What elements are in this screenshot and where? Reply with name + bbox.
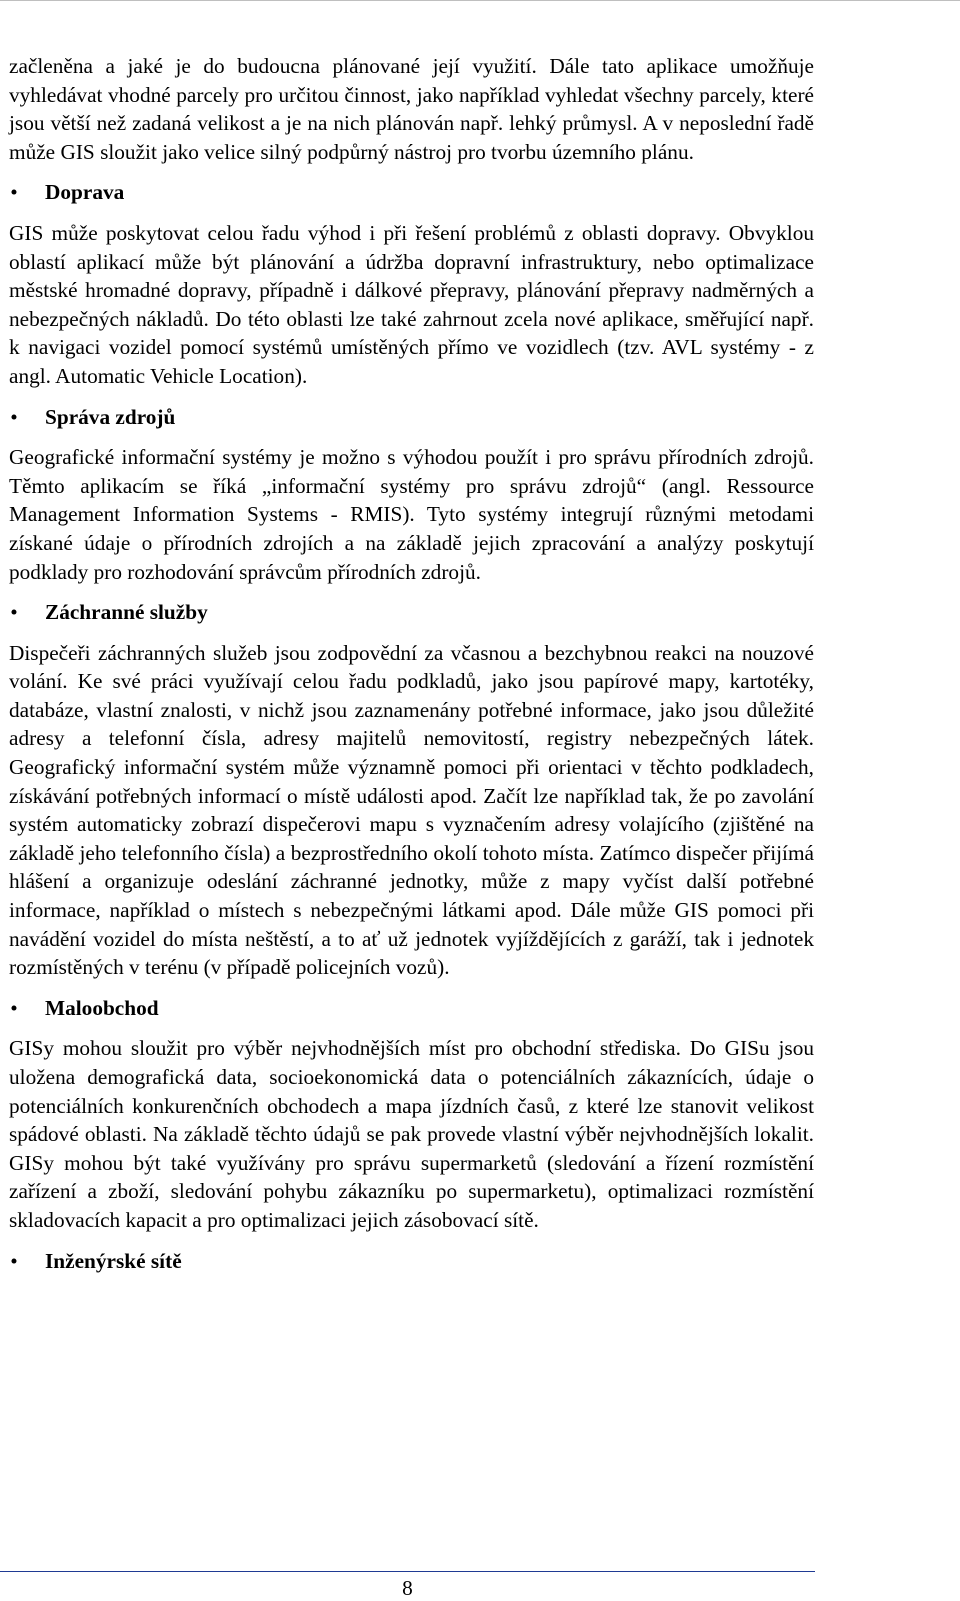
document-page — [9, 52, 814, 1275]
section-paragraph-zachranne-sluzby: Dispečeři záchranných služeb jsou zodpovědní za včasnou a bezchybnou reakci na nouzové volání. Ke své práci využívají celou řadu podkladů, jako jsou papírové mapy, kartotéky, databáze, vlastní znalosti, v nichž jsou zaznamenány potřebné informace, jako jsou důležité adresy a telefonní čísla, adresy majitelů nemovitostí, registry nebezpečných látek. Geografický informační systém může významně pomoci při orientaci v těchto podkladech, získávání potřebných informací o místě události apod. Začít lze například tak, že po zavolání systém automaticky zobrazí dispečerovi mapu s vyznačením adresy volajícího (zjištěné na základě jeho telefonního čísla) a bezprostředního okolí tohoto místa. Zatímco dispečer přijímá hlášení a organizuje odeslání záchranné jednotky, může z mapy vyčíst další potřebné informace, například o místech s nebezpečnými látkami apod. Dále může GIS pomoci při navádění vozidel do místa neštěstí, a to ať už jednotek vyjíždějících z garáží, tak i jednotek rozmístěných v terénu (v případě policejních vozů). — [9, 640, 814, 980]
top-rule — [0, 0, 960, 1]
bullet-icon: • — [10, 180, 18, 205]
footer-rule — [0, 1571, 815, 1572]
section-heading-doprava — [9, 178, 814, 207]
section-heading-maloobchod — [9, 994, 814, 1023]
section-heading-sprava-zdroju — [9, 403, 814, 432]
bullet-icon: • — [10, 404, 18, 429]
section-paragraph-doprava: GIS může poskytovat celou řadu výhod i při řešení problémů z oblasti dopravy. Obvyklou oblastí aplikací může být plánování a údržba dopravní infrastruktury, nebo optimalizace městské hromadné dopravy, případně i dálkové přepravy, plánování přepravy nadměrných a nebezpečných nákladů. Do této oblasti lze také zahrnout zcela nové aplikace, směřující např. k navigaci vozidel pomocí systémů umístěných přímo ve vozidlech (tzv. AVL systémy - z angl. Automatic Vehicle Location). — [9, 220, 814, 388]
section-heading-label: Inženýrské sítě — [45, 1248, 182, 1273]
page-number: 8 — [402, 1576, 413, 1600]
section-heading-inzenyrske-site — [9, 1247, 814, 1276]
section-paragraph-maloobchod: GISy mohou sloužit pro výběr nejvhodnějších míst pro obchodní střediska. Do GISu jsou uložena demografická data, socioekonomická data o potenciálních zákaznících, údaje o potenciálních konkurenčních obchodech a mapa jízdních časů, z které lze stanovit velikost spádové oblasti. Na základě těchto údajů se pak provede vlastní výběr nejvhodnějších lokalit. GISy mohou být také využívány pro správu supermarketů (sledování a řízení rozmístění zařízení a zboží, sledování pohybu zákazníku po supermarketu), optimalizaci rozmístění skladovacích kapacit a pro optimalizaci jejich zásobovací sítě. — [9, 1036, 814, 1232]
section-heading-zachranne-sluzby — [9, 598, 814, 627]
section-heading-label: Správa zdrojů — [45, 404, 176, 429]
bullet-icon: • — [10, 600, 18, 625]
section-paragraph-sprava-zdroju: Geografické informační systémy je možno s výhodou použít i pro správu přírodních zdrojů. Těmto aplikacím se říká „informační systémy pro správu zdrojů“ (angl. Ressource Management Information Systems - RMIS). Tyto systémy integrují různými metodami získané údaje o přírodních zdrojích a na základě jejich zpracování a analýzy poskytují podklady pro rozhodování správcům přírodních zdrojů. — [9, 445, 814, 584]
section-heading-label: Doprava — [45, 180, 125, 205]
bullet-icon: • — [10, 1248, 18, 1273]
section-heading-label: Maloobchod — [45, 995, 159, 1020]
section-heading-label: Záchranné služby — [45, 600, 208, 625]
intro-paragraph: začleněna a jaké je do budoucna plánované její využití. Dále tato aplikace umožňuje vyhledávat vhodné parcely pro určitou činnost, jako například vyhledat všechny parcely, které jsou větší než zadaná velikost a je na nich plánován např. lehký průmysl. A v neposlední řadě může GIS sloužit jako velice silný podpůrný nástroj pro tvorbu územního plánu. — [9, 54, 814, 164]
bullet-icon: • — [10, 995, 18, 1020]
